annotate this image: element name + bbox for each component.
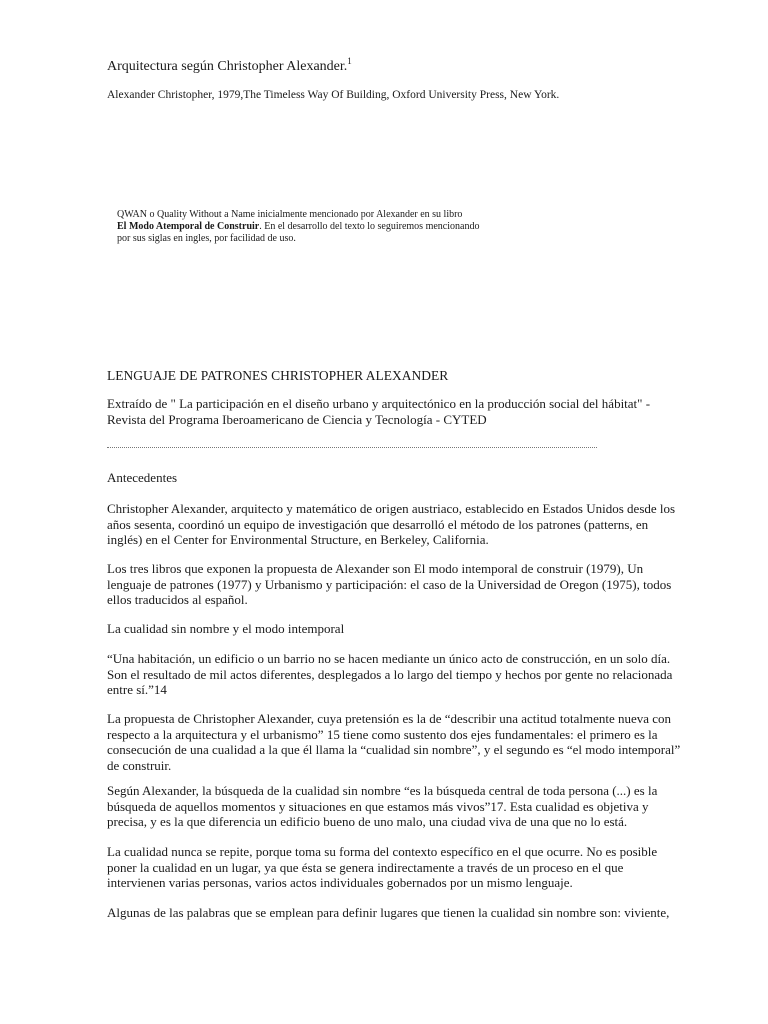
subsection-title xyxy=(107,470,177,486)
text-line: Christopher Alexander, arquitecto y matemático de origen austriaco, establecido en Estados Unidos desde los xyxy=(107,501,676,516)
text-line: ellos traducidos al español. xyxy=(107,592,248,607)
text-line: Algunas de las palabras que se emplean para definir lugares que tienen la cualidad sin nombre son: viviente, xyxy=(107,905,670,920)
text-line: Antecedentes xyxy=(107,470,178,485)
text-line: “Una habitación, un edificio o un barrio no se hacen mediante un único acto de construcción, en un solo día. xyxy=(107,651,671,666)
text-line: respecto a la arquitectura y el urbanismo” 15 tiene como sustento dos ejes fundamentales: el primero es la xyxy=(107,726,658,742)
paragraph xyxy=(107,783,657,830)
document-title xyxy=(107,56,352,75)
text-line: precisa, y es la que diferencia un edificio bueno de uno malo, una ciudad viva de una que no lo está. xyxy=(107,814,628,829)
book-title-bold: El Modo Atemporal de Construir xyxy=(117,221,260,232)
text-line: consecución de una cualidad a la que él llama la “cualidad sin nombre”, y el segundo es “el modo intemporal” xyxy=(107,742,681,757)
footnote-line: QWAN o Quality Without a Name inicialmente mencionado por Alexander en su libro xyxy=(117,209,463,220)
text-line: años sesenta, coordinó un equipo de investigación que desarrolló el método de los patrones (patterns, en xyxy=(107,516,649,532)
footnote-marker: 1 xyxy=(347,56,352,66)
footnote-block xyxy=(117,209,497,245)
text-line: de construir. xyxy=(107,757,172,773)
text-line: Revista del Programa Iberoamericano de Ciencia y Tecnología - CYTED xyxy=(107,411,487,427)
paragraph xyxy=(107,711,680,773)
section-heading: LENGUAJE DE PATRONES CHRISTOPHER ALEXANDER xyxy=(107,368,449,383)
text-line: intervienen varias personas, varios actos individuales gobernados por un mismo lenguaje. xyxy=(107,875,573,890)
text-line: Extraído de " La participación en el diseño urbano y arquitectónico en la producción social del hábitat" - xyxy=(107,396,651,411)
paragraph xyxy=(107,561,671,608)
dotted-divider xyxy=(107,447,597,448)
paragraph xyxy=(107,844,657,891)
text-line: Son el resultado de mil actos diferentes, desplegados a lo largo del tiempo y hechos por gente no relacionada xyxy=(107,666,673,682)
title-text: Arquitectura según Christopher Alexander. xyxy=(107,59,348,74)
text-line: La cualidad sin nombre y el modo intemporal xyxy=(107,621,345,636)
footnote-line-rest: . En el desarrollo del texto lo seguiremos mencionando xyxy=(259,221,480,232)
text-line: entre sí.”14 xyxy=(107,682,167,697)
paragraph xyxy=(107,501,675,548)
text-line: lenguaje de patrones (1977) y Urbanismo y participación: el caso de la Universidad de Oregon (1975), todos xyxy=(107,576,672,592)
text-line: La cualidad nunca se repite, porque toma su forma del contexto específico en el que ocurre. No es posible xyxy=(107,844,658,859)
text-line: poner la cualidad en un lugar, ya que ésta se genera indirectamente a través de un proceso en el que xyxy=(107,859,624,875)
paragraph xyxy=(107,621,344,637)
footnote-line xyxy=(117,221,497,233)
paragraph xyxy=(107,651,672,698)
text-line: La propuesta de Christopher Alexander, cuya pretensión es la de “describir una actitud totalmente nueva con xyxy=(107,711,672,726)
text-line: inglés) en el Center for Environmental Structure, en Berkeley, California. xyxy=(107,532,489,547)
bibliographic-reference: Alexander Christopher, 1979,The Timeless Way Of Building, Oxford University Press, New York. xyxy=(107,89,560,101)
source-paragraph xyxy=(107,396,650,427)
footnote-line: por sus siglas en ingles, por facilidad de uso. xyxy=(117,233,296,244)
paragraph xyxy=(107,905,669,921)
text-line: búsqueda de aquellos momentos y situaciones en que estamos más vivos”17. Esta cualidad es objetiva y xyxy=(107,798,649,814)
text-line: Los tres libros que exponen la propuesta de Alexander son El modo intemporal de construir (1979), Un xyxy=(107,561,644,576)
text-line: Según Alexander, la búsqueda de la cualidad sin nombre “es la búsqueda central de toda persona (...) es la xyxy=(107,783,658,798)
